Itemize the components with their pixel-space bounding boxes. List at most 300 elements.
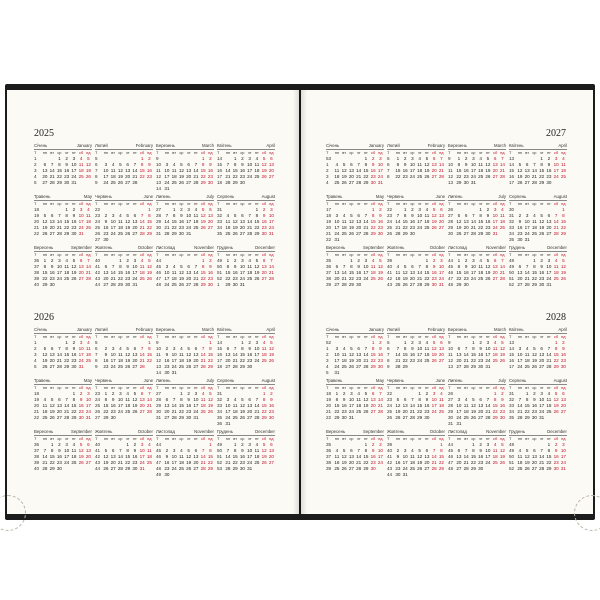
day-cell: 4	[418, 156, 421, 161]
day-cell: 16	[431, 270, 437, 275]
day-cell: 5	[180, 264, 183, 269]
day-cell: 10	[225, 403, 231, 408]
week-number: 26	[95, 231, 101, 236]
day-cell: 29	[470, 466, 476, 471]
day-cell: 1	[180, 391, 183, 396]
day-cell: 29	[363, 466, 369, 471]
day-cell: 15	[200, 168, 206, 173]
day-cell: 14	[463, 454, 469, 459]
day-cell: 16	[186, 403, 192, 408]
day-cell: 21	[193, 174, 199, 179]
weekday-header: ср	[349, 385, 354, 390]
day-cell: 11	[424, 213, 430, 218]
month-grid	[156, 435, 214, 478]
weekday-header: сб	[140, 150, 145, 155]
day-cell	[431, 415, 438, 421]
day-cell: 11	[146, 448, 152, 453]
day-cell: 11	[117, 219, 123, 224]
day-cell: 25	[395, 282, 401, 287]
weekday-header: вт	[172, 334, 176, 339]
day-cell: 7	[65, 397, 68, 402]
week-number: 40	[95, 258, 101, 263]
day-cell: 19	[424, 168, 430, 173]
month-name-ua: Серпень	[509, 194, 527, 199]
month-name-en: June	[143, 194, 153, 199]
week-number: 21	[34, 409, 40, 414]
day-cell	[416, 231, 423, 237]
day-cell: 4	[119, 213, 122, 218]
week-number: 29	[448, 225, 454, 230]
weekday-header: сб	[79, 334, 84, 339]
day-cell: 17	[485, 454, 491, 459]
weekday-header: пн	[334, 436, 339, 441]
day-cell	[139, 180, 146, 186]
week-number: 14	[217, 156, 223, 161]
day-cell: 4	[172, 264, 176, 269]
weekday-header: пт	[193, 252, 198, 257]
week-number: 30	[448, 231, 454, 236]
day-cell: 15	[207, 352, 213, 357]
day-cell: 1	[457, 258, 461, 263]
day-cell: 23	[463, 174, 469, 179]
week-number: 50	[509, 454, 515, 459]
day-cell: 12	[85, 162, 91, 167]
day-cell: 25	[546, 409, 552, 414]
day-cell: 4	[201, 391, 205, 396]
weekday-header: чт	[356, 334, 361, 339]
day-cell: 28	[438, 174, 444, 179]
day-cell: 1	[493, 391, 497, 396]
weekday-header: пт	[363, 334, 368, 339]
day-cell: 22	[207, 460, 213, 465]
day-cell: 30	[424, 415, 430, 420]
day-cell: 29	[261, 415, 267, 420]
month-name-en: August	[553, 194, 567, 199]
day-cell	[185, 370, 192, 376]
day-cell: 20	[431, 168, 437, 173]
week-number: 42	[387, 276, 393, 281]
day-cell: 3	[172, 346, 176, 351]
week-number: 47	[448, 460, 454, 465]
day-cell: 31	[139, 466, 145, 471]
day-cell: 18	[438, 403, 444, 408]
day-cell: 20	[356, 358, 362, 363]
day-cell	[499, 231, 506, 237]
day-cell: 30	[178, 231, 184, 236]
day-cell: 29	[560, 231, 566, 236]
day-cell: 19	[42, 225, 48, 230]
day-cell: 20	[492, 270, 498, 275]
day-cell: 27	[560, 409, 566, 414]
day-cell: 3	[65, 442, 68, 447]
day-cell: 18	[247, 270, 253, 275]
day-cell: 17	[402, 460, 408, 465]
weekday-header: сб	[201, 252, 206, 257]
day-cell: 30	[478, 364, 484, 369]
week-number: 31	[156, 231, 162, 236]
weekday-header: Т	[217, 334, 220, 339]
week-number: 16	[217, 168, 223, 173]
day-cell: 18	[85, 219, 91, 224]
weekday-header: вт	[403, 150, 407, 155]
month-name-ua: Жовтень	[95, 429, 113, 434]
week-number: 13	[156, 180, 162, 185]
day-cell: 30	[164, 370, 170, 375]
week-number: 26	[95, 409, 101, 414]
weekday-header: чт	[539, 385, 544, 390]
day-cell: 4	[425, 207, 429, 212]
day-cell: 3	[270, 207, 273, 212]
day-cell: 8	[457, 264, 461, 269]
day-cell: 25	[424, 225, 430, 230]
day-cell: 14	[146, 397, 152, 402]
day-cell: 25	[334, 180, 340, 185]
day-cell: 29	[225, 282, 231, 287]
weekday-header: Т	[387, 252, 390, 257]
day-cell: 21	[356, 174, 362, 179]
day-cell: 13	[431, 162, 437, 167]
day-cell: 7	[364, 346, 368, 351]
day-cell: 26	[125, 231, 131, 236]
day-cell: 17	[348, 403, 354, 408]
year-calendar-2027	[326, 128, 566, 298]
weekday-header: сб	[201, 201, 206, 206]
day-cell: 6	[357, 213, 360, 218]
day-cell: 17	[164, 174, 170, 179]
day-cell: 1	[554, 340, 558, 345]
month-grid	[509, 333, 567, 370]
day-cell: 16	[395, 460, 401, 465]
day-cell: 23	[377, 358, 383, 363]
day-cell: 20	[56, 409, 62, 414]
month-name-ua: Січень	[326, 143, 340, 148]
day-cell	[63, 466, 70, 472]
day-cell: 13	[438, 213, 444, 218]
day-cell: 26	[499, 460, 505, 465]
day-cell: 22	[64, 225, 70, 230]
day-cell: 23	[207, 174, 213, 179]
day-cell: 1	[104, 391, 108, 396]
day-cell: 28	[247, 231, 253, 236]
day-cell: 31	[546, 282, 552, 287]
day-cell: 24	[334, 364, 340, 369]
week-number: 6	[387, 346, 390, 351]
weekday-header: сб	[262, 385, 267, 390]
week-number: 50	[509, 270, 515, 275]
day-cell	[239, 421, 246, 427]
month-grid	[509, 200, 567, 243]
day-cell: 2	[411, 340, 414, 345]
day-cell	[85, 466, 92, 472]
month-january	[326, 326, 384, 376]
day-cell: 15	[125, 454, 131, 459]
day-cell: 7	[140, 346, 144, 351]
week-number: 33	[217, 219, 223, 224]
day-cell	[492, 282, 499, 288]
day-cell: 19	[402, 276, 408, 281]
weekday-header: сб	[79, 150, 84, 155]
weekday-header: нд	[561, 385, 566, 390]
week-number: 27	[95, 237, 101, 242]
month-september	[326, 244, 384, 288]
weekday-header: ср	[471, 436, 476, 441]
month-grid	[34, 200, 92, 237]
day-cell: 26	[125, 364, 131, 369]
day-cell: 16	[103, 358, 109, 363]
day-cell: 15	[370, 219, 376, 224]
day-cell: 19	[261, 168, 267, 173]
week-number: 22	[326, 237, 332, 242]
day-cell: 22	[370, 358, 376, 363]
day-cell: 29	[370, 231, 376, 236]
week-number: 31	[217, 207, 223, 212]
day-cell: 19	[117, 174, 123, 179]
weekday-header: вт	[172, 436, 176, 441]
week-number: 35	[326, 258, 332, 263]
day-cell: 22	[470, 460, 476, 465]
day-cell: 21	[499, 270, 505, 275]
day-cell: 14	[363, 219, 369, 224]
week-number: 23	[387, 397, 393, 402]
day-cell: 30	[207, 282, 213, 287]
day-cell: 21	[164, 225, 170, 230]
day-cell: 21	[539, 460, 545, 465]
weekday-header: сб	[432, 252, 437, 257]
day-cell: 19	[560, 270, 566, 275]
day-cell: 17	[247, 168, 253, 173]
day-cell: 22	[478, 225, 484, 230]
day-cell: 7	[554, 213, 558, 218]
weekday-header: вт	[50, 150, 54, 155]
day-cell: 9	[270, 397, 273, 402]
week-number: 42	[95, 270, 101, 275]
day-cell: 5	[87, 156, 90, 161]
day-cell: 10	[363, 264, 369, 269]
month-name-en: August	[261, 194, 275, 199]
day-cell: 25	[499, 225, 505, 230]
week-number: 13	[156, 364, 162, 369]
day-cell: 21	[463, 358, 469, 363]
week-number: 18	[326, 213, 332, 218]
day-cell: 16	[499, 403, 505, 408]
day-cell: 8	[525, 397, 529, 402]
weekday-header: пт	[546, 201, 551, 206]
day-cell: 4	[342, 213, 346, 218]
day-cell: 14	[377, 397, 383, 402]
day-cell: 29	[417, 415, 423, 420]
day-cell: 8	[457, 162, 461, 167]
month-september	[34, 428, 92, 472]
weekday-header: Т	[95, 385, 98, 390]
day-cell: 5	[209, 391, 212, 396]
day-cell: 14	[64, 403, 70, 408]
day-cell: 14	[553, 219, 559, 224]
week-number: 7	[95, 168, 98, 173]
day-cell: 31	[334, 237, 340, 242]
day-cell	[207, 231, 214, 237]
day-cell: 10	[539, 397, 545, 402]
day-cell: 22	[539, 174, 545, 179]
day-cell: 15	[531, 270, 537, 275]
day-cell: 1	[172, 207, 176, 212]
day-cell: 6	[525, 162, 529, 167]
day-cell: 3	[226, 397, 230, 402]
day-cell: 10	[485, 346, 491, 351]
weekday-header: нд	[500, 334, 505, 339]
day-cell: 17	[470, 168, 476, 173]
day-cell: 27	[193, 364, 199, 369]
day-cell: 2	[379, 207, 382, 212]
day-cell: 20	[268, 168, 274, 173]
day-cell: 21	[225, 174, 231, 179]
day-cell: 27	[431, 174, 437, 179]
day-cell: 12	[78, 448, 84, 453]
week-number: 31	[156, 415, 162, 420]
month-grid	[95, 435, 153, 472]
day-cell: 19	[470, 409, 476, 414]
day-cell: 13	[517, 270, 523, 275]
day-cell: 10	[377, 448, 383, 453]
day-cell: 19	[125, 358, 131, 363]
day-cell: 8	[65, 213, 68, 218]
day-cell: 29	[232, 180, 238, 185]
day-cell: 11	[71, 448, 77, 453]
day-cell: 27	[456, 466, 462, 471]
day-cell	[484, 421, 491, 427]
week-number: 1	[326, 162, 329, 167]
week-number: 1	[326, 346, 329, 351]
weekday-header: Т	[95, 252, 98, 257]
day-cell: 10	[431, 397, 437, 402]
weekday-header: нд	[378, 436, 383, 441]
weekday-header: нд	[439, 252, 444, 257]
day-cell: 5	[201, 207, 205, 212]
day-cell	[268, 364, 275, 370]
weekday-header: Т	[156, 436, 159, 441]
day-cell	[470, 421, 477, 427]
day-cell: 10	[171, 454, 177, 459]
weekday-header: пн	[517, 385, 522, 390]
day-cell: 15	[239, 352, 245, 357]
day-cell: 11	[193, 213, 199, 218]
day-cell: 3	[418, 340, 421, 345]
day-cell: 14	[409, 403, 415, 408]
weekday-header: Т	[509, 436, 512, 441]
day-cell: 25	[125, 409, 131, 414]
day-cell: 24	[363, 276, 369, 281]
week-number: 47	[156, 276, 162, 281]
week-number: 18	[217, 180, 223, 185]
weekday-header: пн	[103, 436, 108, 441]
day-cell: 12	[431, 346, 437, 351]
day-cell: 13	[225, 352, 231, 357]
month-name-ua: Травень	[34, 194, 51, 199]
day-cell: 18	[524, 358, 530, 363]
day-cell	[431, 231, 438, 237]
day-cell: 3	[379, 442, 382, 447]
weekday-header: Т	[326, 436, 329, 441]
day-cell: 18	[261, 352, 267, 357]
week-number: 30	[156, 225, 162, 230]
day-cell: 19	[348, 358, 354, 363]
day-cell: 15	[49, 454, 55, 459]
day-cell: 25	[178, 364, 184, 369]
weekday-header: чт	[356, 150, 361, 155]
day-cell: 1	[472, 340, 475, 345]
weekday-header: пн	[334, 150, 339, 155]
day-cell: 24	[78, 358, 84, 363]
day-cell	[207, 472, 214, 478]
day-cell: 6	[126, 162, 129, 167]
week-number: 18	[34, 207, 40, 212]
day-cell: 14	[193, 168, 199, 173]
day-cell: 3	[248, 442, 251, 447]
week-number: 24	[95, 397, 101, 402]
weekday-header: сб	[201, 385, 206, 390]
weekday-header: ср	[240, 436, 245, 441]
day-cell: 1	[425, 258, 429, 263]
day-cell: 3	[440, 258, 443, 263]
day-cell: 29	[64, 231, 70, 236]
day-cell: 24	[110, 364, 116, 369]
day-cell: 12	[531, 352, 537, 357]
week-number: 27	[448, 397, 454, 402]
day-cell: 11	[524, 352, 530, 357]
day-cell: 14	[139, 352, 145, 357]
day-cell	[348, 237, 355, 243]
day-cell: 18	[125, 403, 131, 408]
day-cell: 1	[209, 442, 212, 447]
day-cell: 16	[207, 270, 213, 275]
day-cell: 9	[50, 264, 54, 269]
weekday-header: нд	[439, 334, 444, 339]
day-cell: 11	[560, 162, 566, 167]
day-cell: 11	[334, 454, 340, 459]
day-cell: 12	[42, 352, 48, 357]
day-cell: 22	[456, 276, 462, 281]
day-cell: 5	[270, 340, 273, 345]
day-cell: 21	[485, 409, 491, 414]
week-number: 10	[156, 162, 162, 167]
day-cell: 26	[431, 225, 437, 230]
day-cell: 23	[125, 276, 131, 281]
day-cell	[85, 282, 92, 288]
day-cell: 17	[171, 460, 177, 465]
week-number: 19	[34, 213, 40, 218]
day-cell: 17	[78, 352, 84, 357]
day-cell: 19	[103, 460, 109, 465]
day-cell: 5	[43, 213, 47, 218]
weekday-header: сб	[432, 201, 437, 206]
day-cell: 5	[233, 213, 237, 218]
day-cell: 8	[233, 162, 237, 167]
day-cell: 24	[85, 409, 91, 414]
day-cell: 14	[85, 264, 91, 269]
day-cell: 11	[42, 403, 48, 408]
weekday-header: пн	[395, 201, 400, 206]
day-cell: 12	[517, 168, 523, 173]
week-number: 1	[34, 340, 37, 345]
weekday-header: вт	[111, 385, 115, 390]
day-cell: 1	[65, 340, 68, 345]
day-cell: 6	[79, 258, 83, 263]
day-cell: 18	[232, 409, 238, 414]
month-name-ua: Грудень	[217, 429, 233, 434]
day-cell	[253, 282, 260, 288]
month-grid	[217, 435, 275, 472]
day-cell: 15	[64, 352, 70, 357]
day-cell: 20	[247, 409, 253, 414]
